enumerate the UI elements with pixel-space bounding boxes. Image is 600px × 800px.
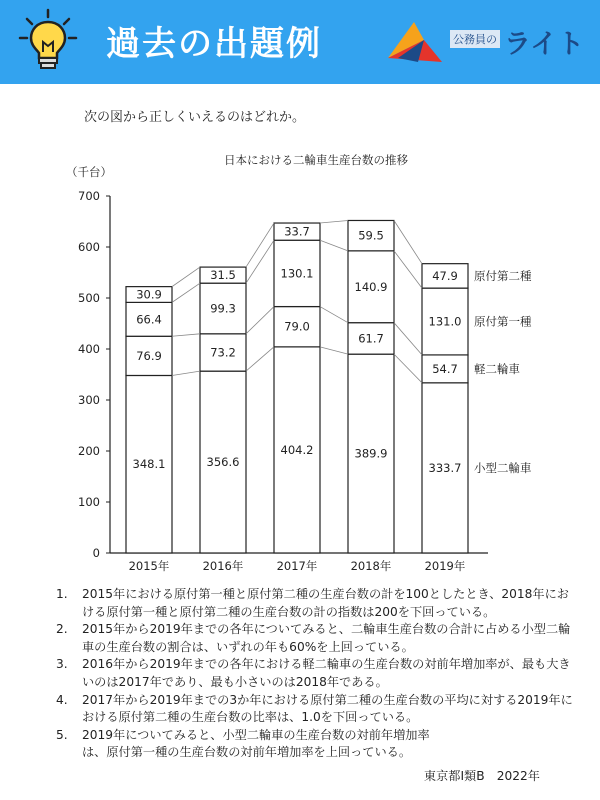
connector-line: [320, 347, 348, 354]
connector-line: [320, 307, 348, 323]
connector-line: [172, 267, 200, 287]
triangle-logo-icon: [384, 18, 444, 64]
x-tick-label: 2019年: [424, 559, 466, 573]
option-text: 2015年から2019年までの各年についてみると、二輪車生産台数の合計に占める小型二輪車の生産台数の割合は、いずれの年も60%を上回っている。: [82, 622, 571, 654]
option-4[interactable]: [56, 692, 580, 727]
data-label: 99.3: [210, 301, 236, 316]
data-label: 33.7: [284, 224, 310, 239]
option-number: 4.: [56, 692, 68, 707]
connector-line: [172, 283, 200, 302]
x-tick-label: 2018年: [350, 559, 392, 573]
connector-line: [394, 354, 422, 383]
option-1[interactable]: [56, 586, 580, 621]
y-tick-label: 100: [78, 495, 100, 509]
data-label: 54.7: [432, 361, 458, 376]
y-tick-label: 200: [78, 444, 100, 458]
question-text: 次の図から正しくいえるのはどれか。: [84, 110, 306, 125]
brand-name: ライト: [504, 29, 585, 60]
lightbulb-icon: [18, 8, 78, 72]
connector-line: [246, 223, 274, 267]
legend-label: 小型二輪車: [474, 460, 532, 475]
chart-title: 日本における二輪車生産台数の推移: [224, 153, 408, 167]
data-label: 66.4: [136, 312, 162, 327]
connector-line: [172, 334, 200, 336]
data-label: 389.9: [354, 446, 388, 461]
option-text: 2015年における原付第一種と原付第二種の生産台数の計を100としたとき、2018年における原付第一種と原付第二種の生産台数の計の指数は200を下回っている。: [82, 587, 569, 619]
data-label: 30.9: [136, 287, 162, 302]
connector-line: [246, 307, 274, 334]
connector-line: [172, 371, 200, 375]
header-banner: [0, 0, 600, 84]
brand-subtitle: 公務員の: [450, 30, 500, 48]
data-label: 130.1: [280, 266, 314, 281]
legend-label: 原付第二種: [474, 268, 532, 283]
x-tick-label: 2015年: [128, 559, 170, 573]
option-5[interactable]: [56, 727, 580, 762]
page-title: 過去の出題例: [106, 24, 322, 64]
x-tick-label: 2017年: [276, 559, 318, 573]
option-text: 2016年から2019年までの各年における軽二輪車の生産台数の対前年増加率が、最も大きいのは2017年であり、最も小さいのは2018年である。: [82, 657, 571, 689]
x-tick-label: 2016年: [202, 559, 244, 573]
legend-label: 原付第一種: [474, 314, 532, 329]
y-tick-label: 700: [78, 189, 100, 203]
data-label: 73.2: [210, 345, 236, 360]
stacked-bar-chart: [0, 140, 600, 580]
data-label: 31.5: [210, 268, 236, 283]
connector-line: [394, 220, 422, 263]
data-label: 47.9: [432, 268, 458, 283]
answer-options: [56, 586, 580, 762]
option-number: 2.: [56, 622, 68, 637]
source-citation: 東京都Ⅰ類B 2022年: [423, 769, 540, 783]
data-label: 333.7: [428, 460, 462, 475]
y-tick-label: 500: [78, 291, 100, 305]
option-number: 1.: [56, 587, 68, 601]
connector-line: [394, 251, 422, 288]
y-tick-label: 400: [78, 342, 100, 356]
connector-line: [320, 240, 348, 251]
option-number: 3.: [56, 657, 68, 672]
data-label: 356.6: [206, 455, 240, 470]
y-tick-label: 0: [92, 546, 100, 560]
connector-line: [246, 347, 274, 371]
data-label: 61.7: [358, 331, 384, 346]
legend-label: 軽二輪車: [474, 361, 520, 376]
option-2[interactable]: [56, 621, 580, 656]
option-text: 2017年から2019年までの3か年における原付第二種の生産台数の平均に対する2019年における原付第二種の生産台数の比率は、1.0を下回っている。: [82, 692, 573, 725]
data-label: 348.1: [132, 457, 166, 472]
connector-line: [246, 240, 274, 283]
option-3[interactable]: [56, 656, 580, 691]
data-label: 59.5: [358, 228, 384, 243]
y-axis-label: （千台）: [66, 165, 112, 179]
data-label: 79.0: [284, 319, 310, 334]
data-label: 140.9: [354, 279, 388, 294]
data-label: 404.2: [280, 442, 314, 457]
y-tick-label: 300: [78, 393, 100, 407]
data-label: 76.9: [136, 348, 162, 363]
option-text: 2019年についてみると、小型二輪車の生産台数の対前年増加率は、原付第一種の生産台数の対前年増加率を上回っている。: [82, 727, 430, 760]
connector-line: [394, 323, 422, 355]
y-tick-label: 600: [78, 240, 100, 254]
connector-line: [320, 220, 348, 223]
option-number: 5.: [56, 727, 68, 742]
data-label: 131.0: [428, 314, 462, 329]
